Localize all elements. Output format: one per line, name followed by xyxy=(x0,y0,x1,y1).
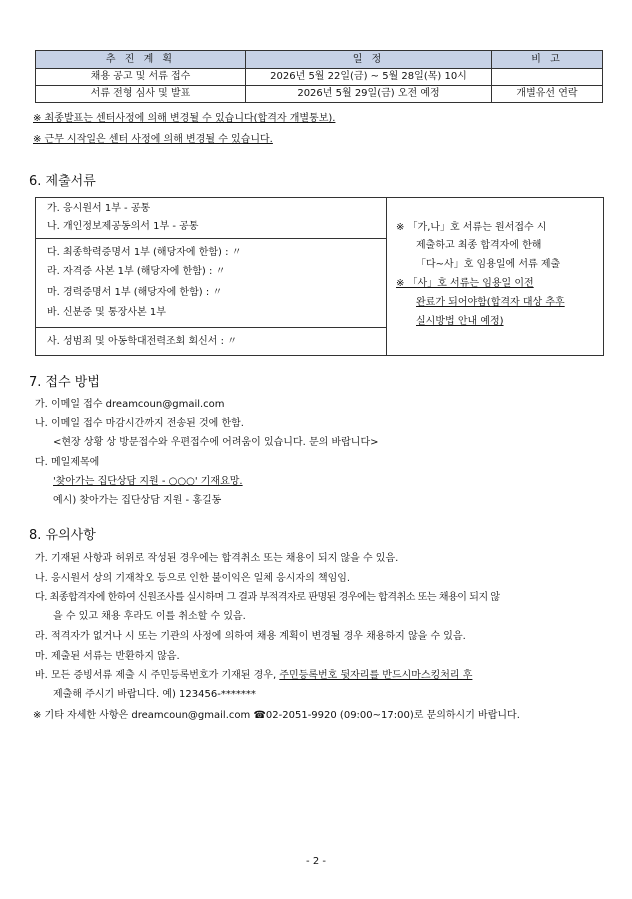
document-item: 가. 응시원서 1부 - 공통 xyxy=(47,203,151,214)
method-line: <현장 상황 상 방문접수와 우편접수에 어려움이 있습니다. 문의 바랍니다> xyxy=(53,437,379,448)
caution-line: 나. 응시원서 상의 기재착오 등으로 인한 불이익은 일체 응시자의 책임임. xyxy=(35,573,351,584)
header-cell: 비 고 xyxy=(492,51,603,69)
documents-note: 실시방법 안내 예정) xyxy=(416,316,504,327)
divider xyxy=(36,238,386,239)
method-line: 예시) 찾아가는 집단상담 지원 - 홍길동 xyxy=(53,495,222,506)
table-row xyxy=(36,69,603,86)
caution-line: 제출해 주시기 바랍니다. 예) 123456-******* xyxy=(53,689,256,700)
table-cell: 서류 전형 심사 및 발표 xyxy=(36,86,246,103)
caution-underlined: 주민등록번호 뒷자리를 반드시마스킹처리 후 xyxy=(279,670,473,681)
document-item: 바. 신분증 및 통장사본 1부 xyxy=(47,307,166,318)
caution-line: 다. 최종합격자에 한하여 신원조사를 실시하며 그 결과 부적격자로 판명된 경우에는 합격취소 또는 채용이 되지 않 xyxy=(35,592,500,603)
schedule-note: ※ 근무 시작일은 센터 사정에 의해 변경될 수 있습니다. xyxy=(33,134,273,145)
document-item: 라. 자격증 사본 1부 (해당자에 한함) : 〃 xyxy=(47,266,226,277)
method-line: 가. 이메일 접수 dreamcoun@gmail.com xyxy=(35,399,225,410)
caution-line: 가. 기재된 사항과 허위로 작성된 경우에는 합격취소 또는 채용이 되지 않을 수 있음. xyxy=(35,553,399,564)
caution-line: 을 수 있고 채용 후라도 이를 취소할 수 있음. xyxy=(53,611,246,622)
header-cell: 일 정 xyxy=(246,51,492,69)
table-cell: 2026년 5월 29일(금) 오전 예정 xyxy=(246,86,492,103)
schedule-table xyxy=(35,50,603,103)
method-line: 나. 이메일 접수 마감시간까지 전송된 것에 한함. xyxy=(35,418,244,429)
documents-note: ※ 「사」호 서류는 임용일 이전 xyxy=(396,278,534,289)
method-line: 다. 메일제목에 xyxy=(35,457,100,468)
table-row xyxy=(36,86,603,103)
table-cell xyxy=(492,69,603,86)
divider xyxy=(36,327,386,328)
documents-note: 제출하고 최종 합격자에 한해 xyxy=(416,240,542,251)
method-line: '찾아가는 집단상담 지원 - ○○○' 기재요망. xyxy=(53,476,243,487)
header-cell: 추 진 계 획 xyxy=(36,51,246,69)
document-item: 다. 최종학력증명서 1부 (해당자에 한함) : 〃 xyxy=(47,247,242,258)
page-number: - 2 - xyxy=(306,856,326,867)
caution-line xyxy=(35,670,472,682)
document-item: 마. 경력증명서 1부 (해당자에 한함) : 〃 xyxy=(47,287,223,298)
document-item: 사. 성범죄 및 아동학대전력조회 회신서 : 〃 xyxy=(47,336,238,347)
caution-text: 바. 모든 증빙서류 제출 시 주민등록번호가 기재된 경우, xyxy=(35,670,277,681)
section-title: 8. 유의사항 xyxy=(29,528,96,543)
phone-icon: ☎ xyxy=(253,710,266,721)
contact-text: ※ 기타 자세한 사항은 dreamcoun@gmail.com xyxy=(33,710,251,721)
documents-box xyxy=(35,197,604,356)
table-cell: 채용 공고 및 서류 접수 xyxy=(36,69,246,86)
table-cell: 개별유선 연락 xyxy=(492,86,603,103)
section-title: 7. 접수 방법 xyxy=(29,375,100,390)
schedule-note: ※ 최종발표는 센터사정에 의해 변경될 수 있습니다(합격자 개별통보). xyxy=(33,113,336,124)
caution-line: 마. 제출된 서류는 반환하지 않음. xyxy=(35,651,180,662)
documents-note: 「다~사」호 임용일에 서류 제출 xyxy=(416,259,561,270)
section-title: 6. 제출서류 xyxy=(29,174,96,189)
contact-line xyxy=(33,710,520,722)
documents-note: 완료가 되어야함(합격자 대상 추후 xyxy=(416,297,565,308)
documents-note: ※ 「가,나」호 서류는 원서접수 시 xyxy=(396,222,547,233)
table-cell: 2026년 5월 22일(금) ~ 5월 28일(목) 10시 xyxy=(246,69,492,86)
caution-line: 라. 적격자가 없거나 시 또는 기관의 사정에 의하여 채용 계획이 변경될 경우 채용하지 않을 수 있음. xyxy=(35,631,466,642)
schedule-header-row xyxy=(36,51,603,69)
document-item: 나. 개인정보제공동의서 1부 - 공통 xyxy=(47,221,199,232)
contact-phone: 02-2051-9920 (09:00~17:00)로 문의하시기 바랍니다. xyxy=(265,710,520,721)
